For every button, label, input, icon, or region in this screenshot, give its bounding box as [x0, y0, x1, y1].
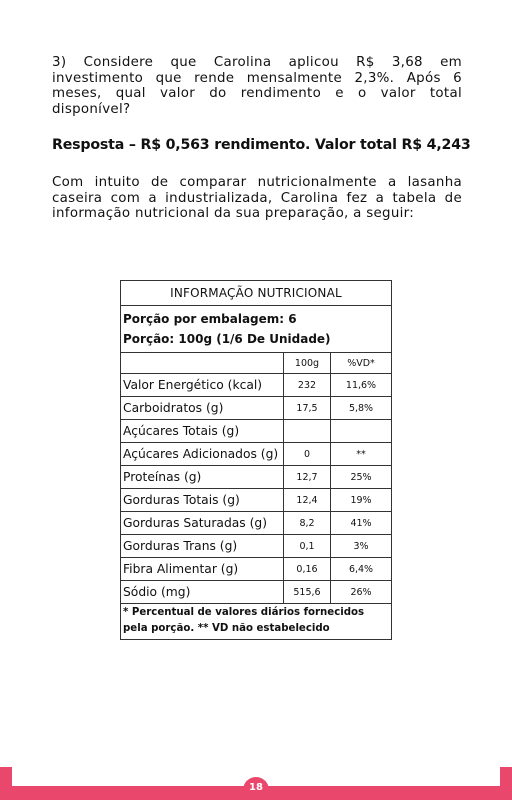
nutrient-label: Valor Energético (kcal) — [121, 374, 284, 397]
table-row — [121, 374, 392, 397]
table-row — [121, 397, 392, 420]
nutrient-value: 515,6 — [284, 581, 331, 604]
question-text: 3) Considere que Carolina aplicou R$ 3,68 em investimento que rende mensalmente 2,3%. Após 6 meses, qual valor do rendimento e o valor total disponível? — [52, 55, 462, 117]
nutrient-vd: 5,8% — [331, 397, 392, 420]
nutrient-vd: 41% — [331, 512, 392, 535]
nutrient-label: Gorduras Trans (g) — [121, 535, 284, 558]
page-number: 18 — [243, 777, 269, 797]
nutrient-vd: 19% — [331, 489, 392, 512]
header-empty-cell — [121, 353, 284, 374]
table-row — [121, 581, 392, 604]
table-row — [121, 558, 392, 581]
portion-size: Porção: 100g (1/6 De Unidade) — [123, 332, 331, 346]
nutrient-vd: 26% — [331, 581, 392, 604]
nutrient-vd — [331, 420, 392, 443]
column-header-100g: 100g — [284, 353, 331, 374]
nutrient-value: 0,1 — [284, 535, 331, 558]
nutrient-label: Gorduras Totais (g) — [121, 489, 284, 512]
nutrient-label: Sódio (mg) — [121, 581, 284, 604]
nutrient-vd: ** — [331, 443, 392, 466]
portion-per-package: Porção por embalagem: 6 — [123, 312, 297, 326]
nutrient-value: 12,4 — [284, 489, 331, 512]
nutrient-vd: 3% — [331, 535, 392, 558]
nutrient-value: 0,16 — [284, 558, 331, 581]
nutrient-vd: 6,4% — [331, 558, 392, 581]
nutrient-label: Açúcares Adicionados (g) — [121, 443, 284, 466]
table-row — [121, 420, 392, 443]
table-row — [121, 466, 392, 489]
table-footnote: * Percentual de valores diários fornecidos pela porção. ** VD não estabelecido — [121, 604, 392, 640]
column-header-vd: %VD* — [331, 353, 392, 374]
nutrient-vd: 25% — [331, 466, 392, 489]
table-row — [121, 443, 392, 466]
nutrient-value: 8,2 — [284, 512, 331, 535]
nutrient-label: Gorduras Saturadas (g) — [121, 512, 284, 535]
intro-paragraph: Com intuito de comparar nutricionalmente a lasanha caseira com a industrializada, Carolina fez a tabela de informação nutricional da sua preparação, a seguir: — [52, 175, 462, 221]
answer-text: Resposta – R$ 0,563 rendimento. Valor total R$ 4,243 — [52, 137, 471, 153]
nutrient-value: 232 — [284, 374, 331, 397]
portion-info — [121, 306, 392, 353]
table-row — [121, 512, 392, 535]
nutrient-label: Carboidratos (g) — [121, 397, 284, 420]
table-row — [121, 535, 392, 558]
nutrient-value: 0 — [284, 443, 331, 466]
nutrient-value: 17,5 — [284, 397, 331, 420]
nutrition-table-title: INFORMAÇÃO NUTRICIONAL — [121, 281, 392, 306]
nutrient-label: Açúcares Totais (g) — [121, 420, 284, 443]
nutrient-value: 12,7 — [284, 466, 331, 489]
nutrition-table — [120, 280, 392, 640]
table-row — [121, 489, 392, 512]
nutrient-value — [284, 420, 331, 443]
nutrient-label: Proteínas (g) — [121, 466, 284, 489]
nutrient-label: Fibra Alimentar (g) — [121, 558, 284, 581]
nutrient-vd: 11,6% — [331, 374, 392, 397]
